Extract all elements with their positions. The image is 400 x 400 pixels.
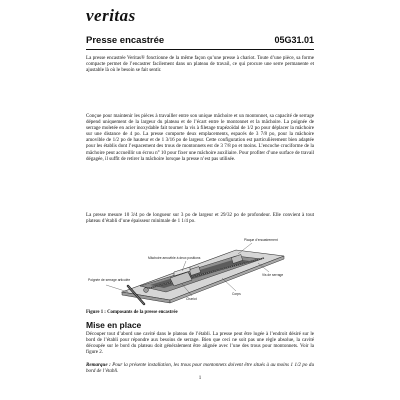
- label-clamping-screw: Vis de serrage: [262, 273, 284, 277]
- description-paragraph: Conçue pour maintenir les pièces à travailler entre son unique mâchoire et un montonnet, sa capacité de serrage dépend uniquement de la largeur du plateau et de l’écart entre le montonnet et la mâchoire. La poignée de serrage moletée en acier inoxydable fait tourner la vis à filetage trapézoïdal de 1/2 po pour déplacer la mâchoire sur une distance de 4 po. La presse comporte deux emplacements, espacés de 3 7/8 po, pour la mâchoire amovible de 1/2 po de hauteur et de 1 3/16 po de largeur. Cette configuration est particulièrement bien adaptée pour les établis dont l’espacement des trous de montonnets est de 3 7/8 po et moins. L’encoche cruciforme de la mâchoire peut accueillir un écrou n° 10 pour fixer une mâchoire auxiliaire. Pour profiter d’une surface de travail dégagée, il suffit de retirer la mâchoire lorsque la presse n’est pas utilisée.: [86, 113, 314, 162]
- page-number: 1: [198, 376, 202, 381]
- remark-paragraph: [86, 362, 314, 374]
- label-mounting-plate: Plaque d’encastrement: [244, 238, 278, 242]
- handle-pivot: [144, 288, 149, 293]
- document-header: [86, 35, 314, 49]
- installation-paragraph: Découper tout d’abord une cavité dans le plateau de l’établi. La presse peut être logée à l’endroit désiré sur le bord de l’établi pour répondre aux besoins de serrage. Bien que ceci ne soit pas une règle absolue, la cavité découpée sur le bord du plateau doit généralement être alignée avec l’une des trous pour montonnets. Voir la figure 2.: [86, 331, 314, 356]
- dimensions-paragraph: La presse mesure 10 3/4 po de longueur sur 3 po de largeur et 29/32 po de profondeur. Elle convient à tout plateau d’établi d’une épaisseur minimale de 1 1/4 po.: [86, 212, 314, 225]
- label-removable-jaw: Mâchoire amovible à deux positions: [148, 256, 201, 260]
- label-body: Corps: [232, 292, 241, 296]
- label-carriage: Chariot: [186, 297, 197, 301]
- intro-paragraph: La presse encastrée Veritas® fonctionne de la même façon qu’une presse à chariot. Toute d’une pièce, sa forme compacte permet de l’encastrer facilement dans un plateau de travail, ce qui procure une serre permanente et ajustable là où le besoin se fait sentir.: [86, 55, 314, 74]
- product-code: 05G31.01: [274, 35, 314, 45]
- page-title: Presse encastrée: [86, 35, 165, 46]
- figure-caption: Figure 1 : Composants de la presse encastrée: [86, 310, 178, 315]
- brand-logo: veritas: [86, 6, 136, 25]
- header-rule: [86, 49, 314, 50]
- remark-text: Pour la présente installation, les trous pour montonnets doivent être situés à au moins 1 1/2 po du bord de l’établi.: [86, 362, 314, 375]
- section-heading: Mise en place: [86, 320, 142, 330]
- vise-illustration: [86, 234, 314, 310]
- label-clamping-handle: Poignée de serrage articulée: [88, 278, 131, 282]
- remark-label: Remarque :: [86, 362, 111, 368]
